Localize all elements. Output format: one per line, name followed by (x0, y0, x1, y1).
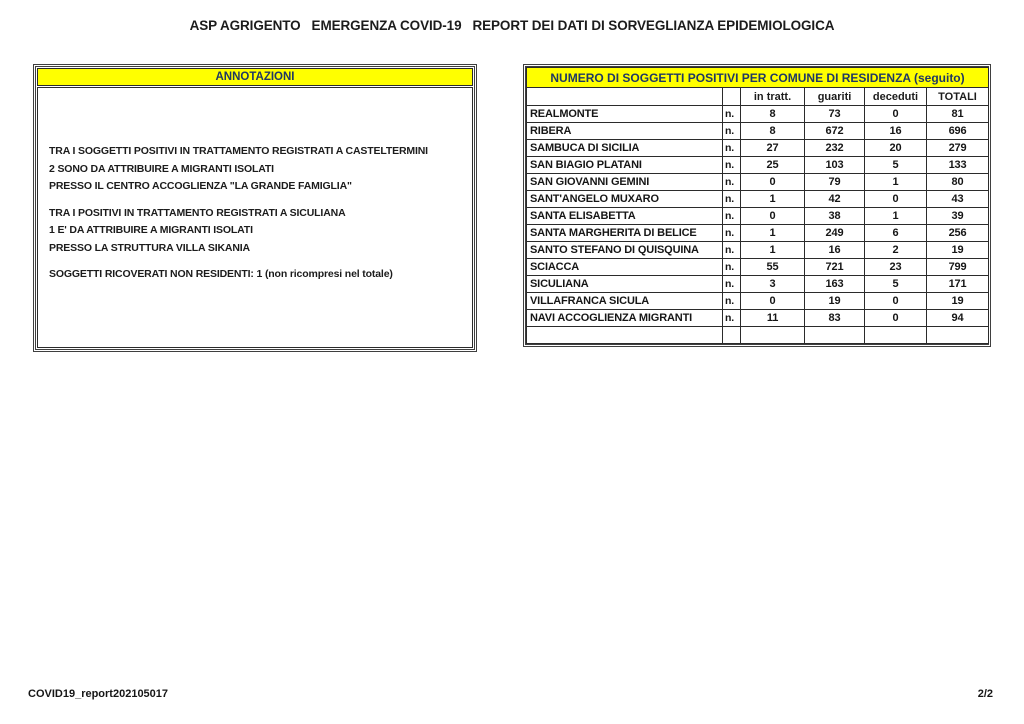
table-row (527, 242, 989, 259)
value-cell: 799 (927, 259, 989, 276)
value-cell: 1 (865, 208, 927, 225)
comune-cell: SANTA MARGHERITA DI BELICE (527, 225, 723, 242)
value-cell: 133 (927, 157, 989, 174)
annotation-line: TRA I SOGGETTI POSITIVI IN TRATTAMENTO REGISTRATI A CASTELTERMINI (49, 145, 428, 157)
value-cell: 39 (927, 208, 989, 225)
value-cell (805, 327, 865, 344)
value-cell: 0 (865, 310, 927, 327)
colhead-unit-empty (723, 88, 741, 106)
annotations-header: ANNOTAZIONI (37, 68, 473, 86)
value-cell: 8 (741, 106, 805, 123)
value-cell: 0 (741, 293, 805, 310)
annotation-line: 2 SONO DA ATTRIBUIRE A MIGRANTI ISOLATI (49, 162, 274, 175)
table-row (527, 310, 989, 327)
value-cell: 79 (805, 174, 865, 191)
value-cell: 27 (741, 140, 805, 157)
value-cell: 20 (865, 140, 927, 157)
annotation-block (49, 266, 464, 284)
value-cell: 25 (741, 157, 805, 174)
table-row (527, 293, 989, 310)
value-cell: 94 (927, 310, 989, 327)
table-row (527, 106, 989, 123)
table-title-row (527, 68, 989, 88)
comune-cell: REALMONTE (527, 106, 723, 123)
unit-cell: n. (723, 242, 741, 259)
value-cell: 8 (741, 123, 805, 140)
colhead-guariti: guariti (805, 88, 865, 106)
value-cell: 2 (865, 242, 927, 259)
annotation-line: TRA I POSITIVI IN TRATTAMENTO REGISTRATI A SICULIANA (49, 206, 346, 219)
unit-cell: n. (723, 123, 741, 140)
unit-cell: n. (723, 259, 741, 276)
value-cell: 256 (927, 225, 989, 242)
table-row (527, 174, 989, 191)
table-row (527, 327, 989, 344)
colhead-deceduti: deceduti (865, 88, 927, 106)
value-cell: 19 (927, 242, 989, 259)
comune-cell: SICULIANA (527, 276, 723, 293)
comune-cell: SAN GIOVANNI GEMINI (527, 174, 723, 191)
value-cell: 672 (805, 123, 865, 140)
table-row (527, 191, 989, 208)
value-cell: 5 (865, 276, 927, 293)
value-cell: 232 (805, 140, 865, 157)
positives-table-body (527, 106, 989, 344)
value-cell: 16 (805, 242, 865, 259)
unit-cell: n. (723, 293, 741, 310)
value-cell: 163 (805, 276, 865, 293)
value-cell: 696 (927, 123, 989, 140)
table-row (527, 225, 989, 242)
unit-cell: n. (723, 208, 741, 225)
value-cell: 3 (741, 276, 805, 293)
value-cell: 0 (865, 293, 927, 310)
value-cell (865, 327, 927, 344)
value-cell: 11 (741, 310, 805, 327)
annotation-block (49, 143, 464, 196)
annotation-block (49, 205, 464, 258)
table-row (527, 157, 989, 174)
value-cell: 1 (741, 191, 805, 208)
colhead-comune-empty (527, 88, 723, 106)
page-number: 2/2 (977, 688, 993, 700)
unit-cell: n. (723, 310, 741, 327)
table-row (527, 259, 989, 276)
unit-cell (723, 327, 741, 344)
value-cell (927, 327, 989, 344)
comune-cell: SANTO STEFANO DI QUISQUINA (527, 242, 723, 259)
comune-cell: VILLAFRANCA SICULA (527, 293, 723, 310)
unit-cell: n. (723, 276, 741, 293)
unit-cell: n. (723, 174, 741, 191)
value-cell: 83 (805, 310, 865, 327)
comune-cell: SAN BIAGIO PLATANI (527, 157, 723, 174)
value-cell: 279 (927, 140, 989, 157)
annotations-panel (33, 64, 477, 352)
comune-cell: SCIACCA (527, 259, 723, 276)
table-row (527, 276, 989, 293)
value-cell (741, 327, 805, 344)
unit-cell: n. (723, 106, 741, 123)
colhead-totali: TOTALI (927, 88, 989, 106)
value-cell: 1 (865, 174, 927, 191)
value-cell: 55 (741, 259, 805, 276)
unit-cell: n. (723, 225, 741, 242)
value-cell: 1 (741, 225, 805, 242)
comune-cell: NAVI ACCOGLIENZA MIGRANTI (527, 310, 723, 327)
report-filename: COVID19_report202105017 (28, 688, 169, 700)
value-cell: 0 (865, 106, 927, 123)
positives-table (526, 67, 989, 344)
colhead-in-tratt: in tratt. (741, 88, 805, 106)
value-cell: 81 (927, 106, 989, 123)
value-cell: 0 (741, 174, 805, 191)
table-title: NUMERO DI SOGGETTI POSITIVI PER COMUNE DI RESIDENZA (seguito) (527, 68, 989, 88)
unit-cell: n. (723, 157, 741, 174)
value-cell: 0 (865, 191, 927, 208)
value-cell: 5 (865, 157, 927, 174)
value-cell: 249 (805, 225, 865, 242)
value-cell: 16 (865, 123, 927, 140)
value-cell: 38 (805, 208, 865, 225)
table-row (527, 123, 989, 140)
value-cell: 6 (865, 225, 927, 242)
comune-cell: SAMBUCA DI SICILIA (527, 140, 723, 157)
annotation-line: PRESSO IL CENTRO ACCOGLIENZA "LA GRANDE FAMIGLIA" (49, 180, 352, 192)
unit-cell: n. (723, 140, 741, 157)
unit-cell: n. (723, 191, 741, 208)
value-cell: 1 (741, 242, 805, 259)
value-cell: 42 (805, 191, 865, 208)
value-cell: 23 (865, 259, 927, 276)
comune-cell (527, 327, 723, 344)
table-column-header-row (527, 88, 989, 106)
value-cell: 171 (927, 276, 989, 293)
comune-cell: RIBERA (527, 123, 723, 140)
table-row (527, 208, 989, 225)
value-cell: 19 (927, 293, 989, 310)
page-title: ASP AGRIGENTO EMERGENZA COVID-19 REPORT DEI DATI DI SORVEGLIANZA EPIDEMIOLOGICA (189, 18, 835, 33)
annotations-body (37, 87, 473, 348)
annotation-line: SOGGETTI RICOVERATI NON RESIDENTI: 1 (non ricompresi nel totale) (49, 268, 393, 280)
annotation-line: PRESSO LA STRUTTURA VILLA SIKANIA (49, 241, 250, 254)
value-cell: 80 (927, 174, 989, 191)
comune-cell: SANT'ANGELO MUXARO (527, 191, 723, 208)
annotation-line: 1 E' DA ATTRIBUIRE A MIGRANTI ISOLATI (49, 224, 253, 236)
value-cell: 43 (927, 191, 989, 208)
positives-table-panel (523, 64, 991, 347)
value-cell: 19 (805, 293, 865, 310)
table-row (527, 140, 989, 157)
value-cell: 73 (805, 106, 865, 123)
comune-cell: SANTA ELISABETTA (527, 208, 723, 225)
value-cell: 103 (805, 157, 865, 174)
value-cell: 721 (805, 259, 865, 276)
value-cell: 0 (741, 208, 805, 225)
